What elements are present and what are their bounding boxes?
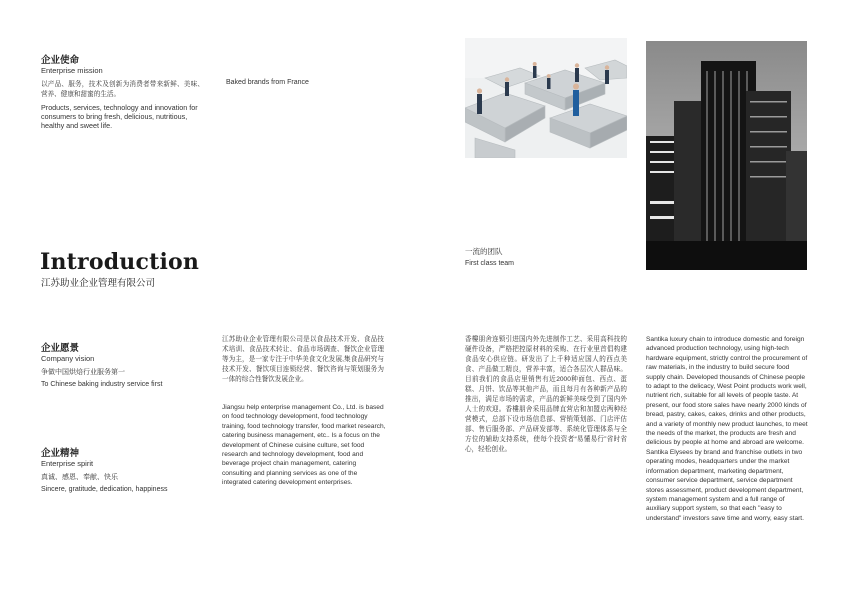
team-title-cn: 一流的团队 [465,247,503,256]
maze-illustration [465,38,627,158]
baked-brands-text: Baked brands from France [226,79,309,86]
spirit-title-cn: 企业精神 [41,448,80,459]
company-intro-cn: 江苏助业企业管理有限公司是以食品技术开发、食品技术培训、食品技术转让、食品市场调查、餐饮企业管理等为主，是一家专注于中华美食文化发展,集食品研究与技术开发、餐饮项目连锁经营、餐饮咨询与策划服务为一体的综合性餐饮发展企业。 [222,336,384,383]
mission-text-cn: 以产品、服务，技术及创新为消费者带来新鲜、美味、营养、健康和甜蜜的生活。 [41,81,204,98]
brand-description-en: Santika luxury chain to introduce domestic and foreign advanced production technology, using high-tech hardware equipment, strictly control the procurement of raw materials, in the industry to build secure food supply chain. Developed thousands of Chinese people to adapt to the delicacy, West Point products work well, nutrient rich, suitable for all levels of people taste. At present, our food store sales have nearly 2000 kinds of bread, pastry, cakes, cakes, drinks and other products, and a variety of monthly new product launches, to meet the needs of the market, the products are fresh and delicious by people at home and abroad are welcome. Santika Elysees by brand and franchise outlets in two operating modes, headquarters under the market information department, marketing department, consumer service department, service department stores assessment, product development department, system management system and a full range of auxiliary support system, so that each "easy to understand" investors save time and worry, easy start. [646,336,808,522]
company-name: 江苏助业企业管理有限公司 [41,278,156,289]
spirit-text-cn: 真诚、感恩、奉献、快乐 [41,474,118,481]
vision-title-en: Company vision [41,354,95,363]
vision-title-cn: 企业愿景 [41,343,80,354]
city-photo [646,41,807,270]
company-intro-en: Jiangsu help enterprise management Co., Ltd. is based on food technology development, food technology training, food technology transfer, food market research, catering business management, etc.. Is a focus on the development of Chinese cuisine culture, set food research and technology development, food and beverage project chain management, catering consulting and planning services as one of the integrated catering development enterprises. [222,404,386,487]
spirit-title-en: Enterprise spirit [41,459,94,468]
mission-title-en: Enterprise mission [41,66,103,75]
mission-text-en: Products, services, technology and innovation for consumers to bring fresh, delicious, nutritious, healthy and sweet life. [41,103,198,130]
brand-description-cn: 香樓朋舍连锁引进国内外先进制作工艺、采用高科技的硬件设备，严格把控原材料的采购、在行业里首倡构建食品安心供应链。研发出了上千种适应国人的西点美食、产品做工精良，营养丰富，适合各层次人群品味。目前我们的食品店里销售有近2000种面包、西点、蛋糕、月饼、饮品等其他产品，而且每月有各种新产品的推出，满足市场的需求，产品的新鲜美味受到了国内外人士的欢迎。香樓朋舍采用品牌直营店和加盟店两种经营模式，总部下设市场信息部、营销策划部、门店评估部、售后服务部、产品研发部等、系统化管理体系与全方位的辅助支持系统，使每个投资者“易懂易行”省时省心，轻松创业。 [465,336,627,453]
city-skyline-illustration [646,41,807,270]
vision-text-cn: 争做中国烘焙行业服务第一 [41,369,125,376]
introduction-title: Introduction [40,249,200,275]
mission-title-cn: 企业使命 [41,55,80,66]
team-title-en: First class team [465,260,515,267]
maze-photo [465,38,627,158]
spirit-text-en: Sincere, gratitude, dedication, happiness [41,486,168,493]
vision-text-en: To Chinese baking industry service first [41,381,163,388]
